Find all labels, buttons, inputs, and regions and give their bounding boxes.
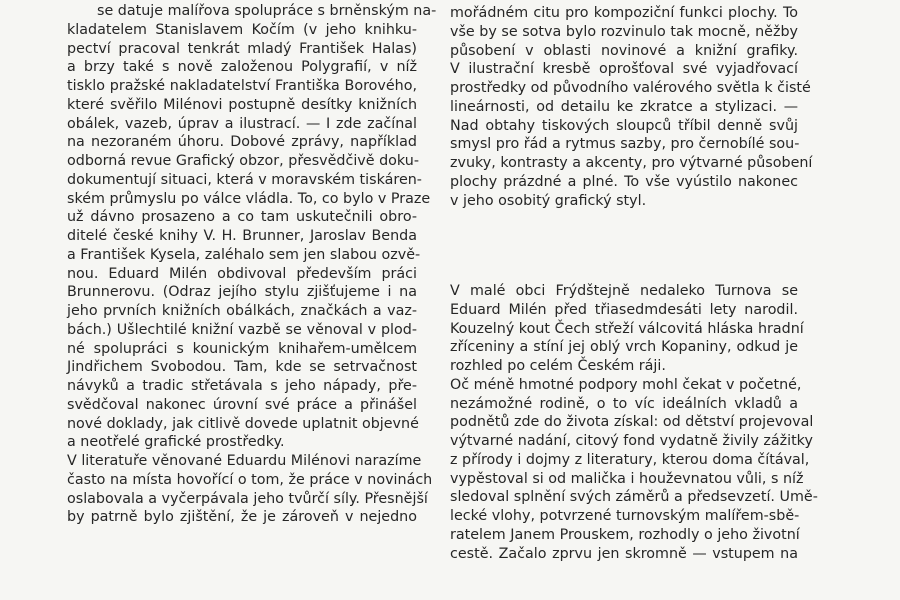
text-line: bách.) Ušlechtilé knižní vazbě se věnoval v plod- — [67, 321, 417, 338]
text-line: smysl pro řád a rytmus sazby, pro černobílé sou- — [450, 136, 800, 153]
text-line: na nezoraném úhoru. Dobové zprávy, například — [67, 134, 417, 151]
text-line: ském průmyslu po válce vládla. To, co bylo v Praze — [67, 190, 431, 207]
text-line: né spolupráci s kounickým knihařem-umělcem — [67, 340, 417, 357]
text-line: lineárnosti, od detailu ke zkratce a stylizaci. — — [450, 98, 798, 115]
text-line: by patrně bylo zjištění, že je zároveň v nejedno — [67, 509, 417, 526]
text-line: pectví pracoval tenkrát mladý František Halas) — [67, 40, 417, 57]
text-line: zvuky, kontrasty a akcenty, pro výtvarné působení — [450, 155, 813, 171]
text-line: zříceniny a stíní jej oblý vrch Kopaniny, odkud je — [450, 339, 798, 356]
text-line: svědčoval nakonec úrovní své práce a přinášel — [67, 396, 417, 413]
text-line: ratelem Janem Prouskem, rozhodly o jeho životní — [450, 526, 800, 543]
text-line: nové doklady, jak citlivě dovede uplatnit objevné — [67, 415, 419, 432]
text-line: Oč méně hmotné podpory mohl čekat v početné, — [450, 376, 802, 393]
text-line: kladatelem Stanislavem Kočím (v jeho knihku- — [67, 21, 417, 38]
text-line: Nad obtahy tiskových sloupců tříbil denně svůj — [450, 117, 798, 134]
page-margin — [880, 0, 900, 600]
text-line: cestě. Začalo zprvu jen skromně — vstupem na — [450, 545, 798, 562]
text-line: už dávno prosazeno a co tam uskutečnili obro- — [67, 209, 417, 226]
text-line: oslabovala a vyčerpávala jeho tvůrčí síly. Přesnější — [67, 490, 428, 507]
text-line: obálek, vazeb, úprav a ilustrací. — I zde začínal — [67, 115, 417, 132]
text-line: mořádném citu pro kompoziční funkci plochy. To — [450, 5, 798, 21]
text-line: prostředky od původního valérového světla k čisté — [450, 80, 811, 96]
text-line: lecké vlohy, potvrzené turnovským malířem-sbě- — [450, 508, 800, 524]
text-line: působení v oblasti novinové a knižní grafiky. — [450, 42, 798, 59]
text-line: vypěstoval si od malička i houževnatou vůli, s níž — [450, 470, 804, 487]
text-line: vše by se sotva bylo rozvinulo tak mocně, něžby — [450, 23, 798, 40]
right-text-column-top — [450, 4, 813, 210]
right-text-column-bottom — [450, 282, 818, 563]
text-line: Jindřichem Svobodou. Tam, kde se setrvačnost — [67, 359, 417, 376]
text-line: ditelé české knihy V. H. Brunner, Jaroslav Benda — [67, 228, 417, 244]
text-line: tisklo pražské nakladatelství Františka Borového, — [67, 78, 417, 94]
text-line: jeho prvních knižních obálkách, značkách a vaz- — [67, 303, 417, 319]
text-line: sledoval splnění svých záměrů a předsevzetí. Umě- — [450, 489, 818, 506]
text-line: a brzy také s nově založenou Polygrafií, v níž — [67, 59, 417, 76]
text-line: podnětů zde do života získal: od dětství projevoval — [450, 414, 814, 431]
text-line: nezámožné rodině, o to víc ideálních vkladů a — [450, 395, 798, 412]
text-line: často na místa hovořící o tom, že práce v novinách — [67, 471, 433, 488]
text-line: Eduard Milén před třiasedmdesáti lety narodil. — [450, 301, 798, 318]
text-line: Brunnerovu. (Odraz jejího stylu zjišťujeme i na — [67, 284, 417, 301]
text-line: se datuje malířova spolupráce s brněnským na- — [97, 3, 437, 19]
text-line: výtvarné nadání, citový fond vydatně živily zážitky — [450, 433, 813, 449]
text-line: které svěřilo Milénovi postupně desítky knižních — [67, 96, 417, 113]
text-line: plochy prázdné a plné. To vše vyústilo nakonec — [450, 173, 798, 190]
text-line: V literatuře věnované Eduardu Milénovi narazíme — [67, 453, 422, 469]
text-line: V malé obci Frýdštejně nedaleko Turnova se — [450, 283, 798, 299]
text-line: V ilustrační kresbě oprošťoval své vyjadřovací — [450, 61, 798, 78]
left-text-column — [67, 2, 437, 527]
text-line: nou. Eduard Milén obdivoval především práci — [67, 265, 417, 282]
text-line: návyků a tradic střetávala s jeho nápady, pře- — [67, 378, 417, 394]
text-line: a neotřelé grafické prostředky. — [67, 434, 285, 451]
text-line: Kouzelný kout Čech střeží válcovitá hláska hradní — [450, 320, 804, 337]
text-line: z přírody i dojmy z literatury, kterou doma čítával, — [450, 451, 810, 468]
text-line: rozhled po celém Českém ráji. — [450, 358, 666, 374]
text-line: v jeho osobitý grafický styl. — [450, 192, 647, 209]
text-line: a František Kysela, zaléhalo sem jen slabou ozvě- — [67, 246, 421, 263]
text-line: dokumentují situaci, která v moravském tiskáren- — [67, 171, 422, 188]
text-line: odborná revue Grafický obzor, přesvědčivě doku- — [67, 153, 419, 169]
